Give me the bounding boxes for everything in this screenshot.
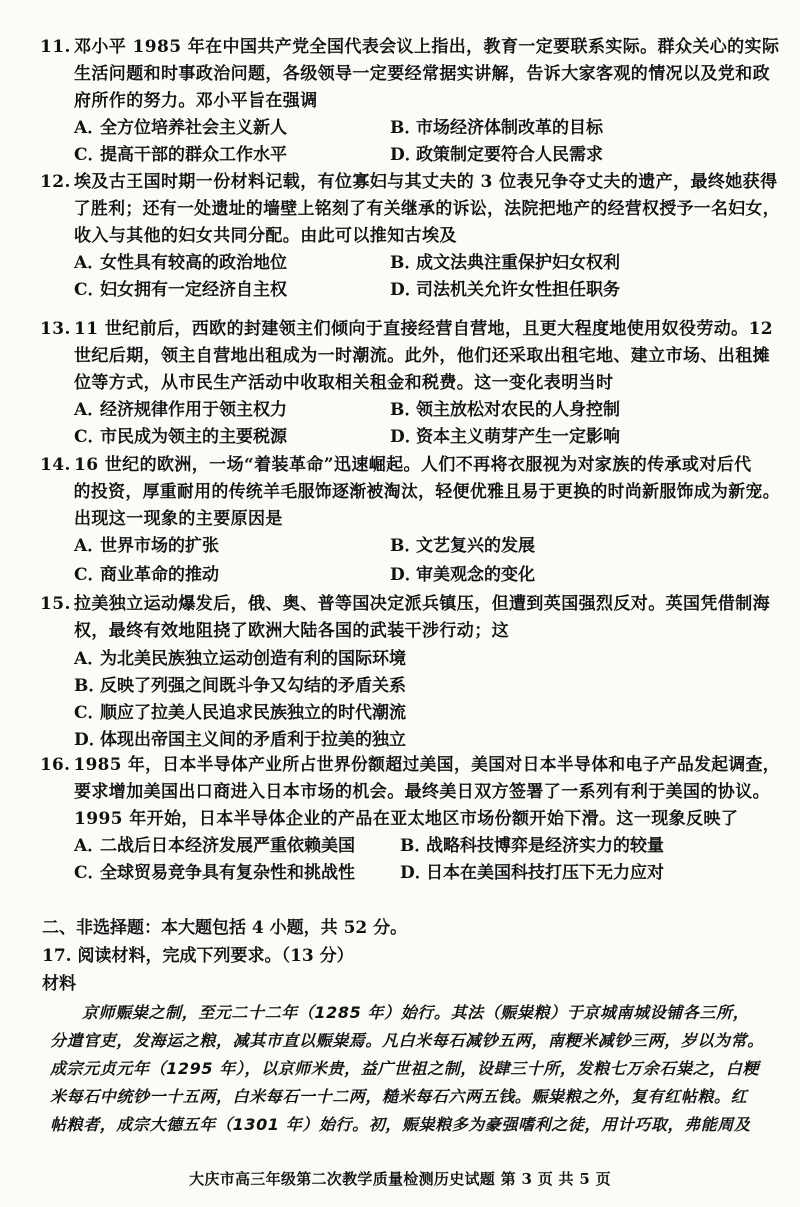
question-text-line: 的投资，厚重耐用的传统羊毛服饰逐渐被淘汰，轻便优雅且易于更换的时尚新服饰成为新宠。: [73, 482, 780, 502]
question-text-line: 府所作的努力。邓小平旨在强调: [74, 91, 318, 111]
question-number: 16.: [40, 755, 71, 775]
option-d: D．日本在美国科技打压下无力应对: [400, 863, 664, 883]
question-number: 11.: [40, 37, 71, 57]
question-text-line: 生活问题和时事政治问题，各级领导一定要经常据实讲解，告诉大家客观的情况以及党和政: [74, 64, 770, 84]
question-number: 13.: [40, 319, 71, 339]
option-a: A．为北美民族独立运动创造有利的国际环境: [74, 649, 406, 669]
option-c: C．市民成为领主的主要税源: [74, 427, 287, 447]
question-text-line: 11 世纪前后，西欧的封建领主们倾向于直接经营自营地，且更大程度地使用奴役劳动。12: [74, 319, 774, 339]
material-line: 米每石中统钞一十五两，白米每石一十二两，糙米每石六两五钱。赈粜粮之外，复有红帖粮。红: [50, 1087, 748, 1106]
material-line: 分遣官吏，发海运之粮，减其市直以赈粜焉。凡白米每石减钞五两，南粳米减钞三两，岁以为常。: [50, 1031, 764, 1050]
option-c: C．提高干部的群众工作水平: [74, 145, 287, 165]
question-text-line: 收入与其他的妇女共同分配。由此可以推知古埃及: [74, 226, 457, 246]
question-text-line: 出现这一现象的主要原因是: [74, 509, 283, 529]
material-line: 成宗元贞元年（1295 年），以京师米贵，益广世祖之制，设肆三十所，发粮七万余石粜之，白粳: [50, 1059, 760, 1078]
option-b: B．领主放松对农民的人身控制: [390, 400, 620, 420]
option-d: D．司法机关允许女性担任职务: [390, 280, 620, 300]
section-heading: 二、非选择题：本大题包括 4 小题，共 52 分。: [42, 918, 408, 938]
question-number: 14.: [40, 455, 71, 475]
option-a: A．全方位培养社会主义新人: [74, 118, 287, 138]
option-d: D．政策制定要符合人民需求: [390, 145, 603, 165]
question-text-line: 1985 年，日本半导体产业所占世界份额超过美国，美国对日本半导体和电子产品发起调查，: [73, 755, 780, 775]
question-text-line: 世纪后期，领主自营地出租成为一时潮流。此外，他们还采取出租宅地、建立市场、出租摊: [74, 346, 770, 366]
question-text-line: 16 世纪的欧洲，一场“着装革命”迅速崛起。人们不再将衣服视为对家族的传承或对后代: [74, 455, 752, 475]
option-c: C．妇女拥有一定经济自主权: [74, 280, 287, 300]
option-a: A．女性具有较高的政治地位: [74, 253, 287, 273]
option-b: B．反映了列强之间既斗争又勾结的矛盾关系: [74, 676, 406, 696]
question-text-line: 位等方式，从市民生产活动中收取相关租金和税费。这一变化表明当时: [74, 373, 614, 393]
question-text-line: 埃及古王国时期一份材料记载，有位寡妇与其丈夫的 3 位表兄争夺丈夫的遗产，最终她获得: [74, 172, 778, 192]
option-a: A．世界市场的扩张: [74, 536, 219, 556]
option-d: D．资本主义萌芽产生一定影响: [390, 427, 620, 447]
option-a: A．二战后日本经济发展严重依赖美国: [74, 836, 355, 856]
page-footer: 大庆市高三年级第二次教学质量检测历史试题 第 3 页 共 5 页: [189, 1170, 611, 1188]
option-c: C．商业革命的推动: [74, 565, 219, 585]
question-text-line: 拉美独立运动爆发后，俄、奥、普等国决定派兵镇压，但遭到英国强烈反对。英国凭借制海: [74, 594, 770, 614]
option-d: D．审美观念的变化: [390, 565, 535, 585]
question-17-prompt: 17. 阅读材料，完成下列要求。（13 分）: [42, 946, 354, 966]
option-d: D．体现出帝国主义间的矛盾利于拉美的独立: [74, 730, 406, 750]
question-text-line: 了胜利；还有一处遗址的墙壁上铭刻了有关继承的诉讼，法院把地产的经营权授予一名妇女，: [73, 199, 780, 219]
option-a: A．经济规律作用于领主权力: [74, 400, 287, 420]
option-c: C．全球贸易竞争具有复杂性和挑战性: [74, 863, 355, 883]
material-line: 京师赈粜之制，至元二十二年（1285 年）始行。其法（赈粜粮）于京城南城设铺各三所，: [82, 1003, 750, 1022]
question-number: 15.: [40, 594, 71, 614]
question-text-line: 要求增加美国出口商进入日本市场的机会。最终美日双方签署了一系列有利于美国的协议。: [74, 782, 770, 802]
material-line: 帖粮者，成宗大德五年（1301 年）始行。初，赈粜粮多为豪强嗜利之徒，用计巧取，弗能周及: [50, 1115, 751, 1134]
question-text-line: 邓小平 1985 年在中国共产党全国代表会议上指出，教育一定要联系实际。群众关心的实际: [74, 37, 780, 57]
option-b: B．成文法典注重保护妇女权利: [390, 253, 620, 273]
option-b: B．市场经济体制改革的目标: [390, 118, 603, 138]
option-b: B．文艺复兴的发展: [390, 536, 535, 556]
question-number: 12.: [40, 172, 71, 192]
question-text-line: 1995 年开始，日本半导体企业的产品在亚太地区市场份额开始下滑。这一现象反映了: [74, 809, 739, 829]
option-c: C．顺应了拉美人民追求民族独立的时代潮流: [74, 703, 406, 723]
option-b: B．战略科技博弈是经济实力的较量: [400, 836, 664, 856]
material-label: 材料: [42, 974, 76, 994]
question-text-line: 权，最终有效地阻挠了欧洲大陆各国的武装干涉行动；这: [74, 621, 509, 641]
